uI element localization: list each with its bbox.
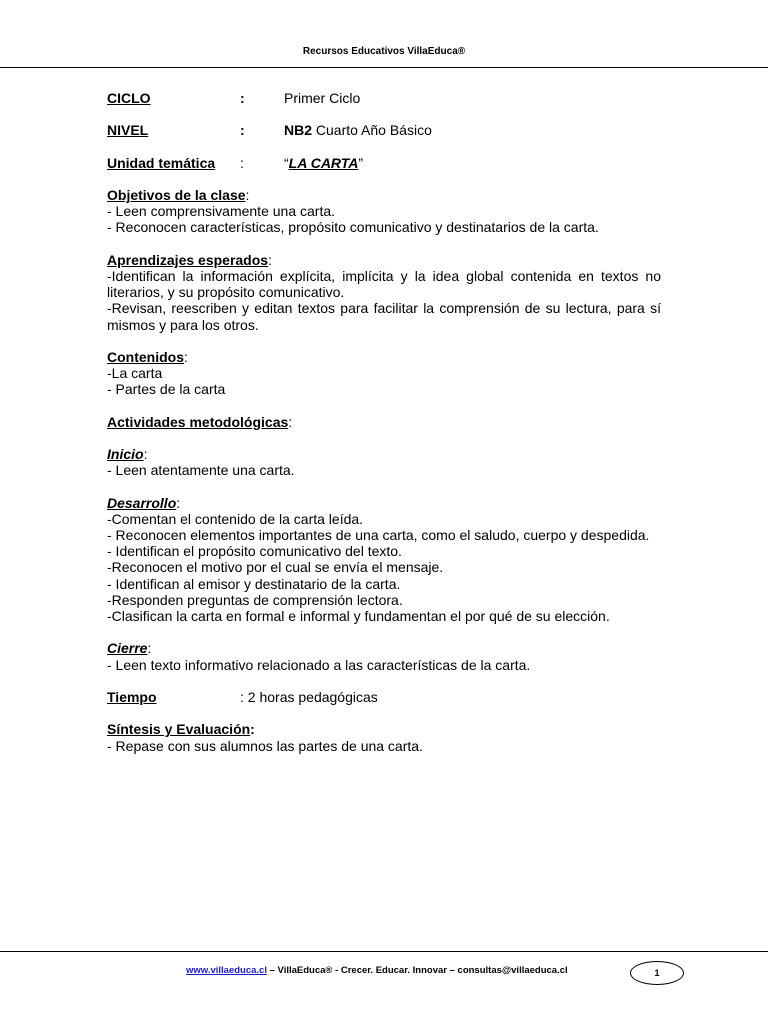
list-item: -Reconocen el motivo por el cual se envía el mensaje. [107,559,444,576]
info-value-ciclo: Primer Ciclo [284,90,361,106]
footer-text: – VillaEduca® - Crecer. Educar. Innovar – consultas@villaeduca.cl [266,965,568,976]
list-item: -La carta [107,365,163,382]
section-objetivos: Objetivos de la clase: - Leen comprensivamente una carta. - Reconocen características, propósito comunicativo y destinatarios de la carta. [107,187,661,236]
page-header-title: Recursos Educativos VillaEduca® [302,46,466,57]
list-item: -Responden preguntas de comprensión lectora. [107,591,403,608]
info-row-unidad [107,155,661,171]
info-colon: : [240,90,245,106]
info-key-unidad: Unidad temática [107,154,216,171]
header-divider [0,67,768,68]
list-item: - Leen comprensivamente una carta. [107,203,336,220]
section-title: Actividades metodológicas [107,413,289,430]
list-item: - Leen atentamente una carta. [107,462,295,479]
page-footer [186,965,568,976]
info-value-nivel: NB2 Cuarto Año Básico [284,122,432,139]
list-item: - Repase con sus alumnos las partes de una carta. [107,737,423,754]
list-item: - Identifican al emisor y destinatario de la carta. [107,575,401,592]
info-key-ciclo: CICLO [107,90,151,106]
info-row-ciclo [107,90,661,106]
info-value-unidad: “LA CARTA” [284,154,364,171]
section-inicio: Inicio: - Leen atentamente una carta. [107,446,661,478]
list-item: - Reconocen características, propósito comunicativo y destinatarios de la carta. [107,219,599,236]
list-item: - Reconocen elementos importantes de una carta, como el saludo, cuerpo y despedida. [107,527,650,544]
section-tiempo [107,689,661,705]
subsection-title: Inicio [107,446,144,463]
section-desarrollo: Desarrollo: -Comentan el contenido de la carta leída. - Reconocen elementos importantes de una carta, como el saludo, cuerpo y despedida. - Identifican el propósito comunicativo del texto. -Reconocen el motivo por el cual se envía el mensaje. - Identifican al emisor y destinatario de la carta. -Responden preguntas de comprensión lectora. -Clasifican la carta en formal e informal y fundamentan el por qué de su elección. [107,495,661,625]
list-item: - Leen texto informativo relacionado a las características de la carta. [107,656,531,673]
list-item: -Comentan el contenido de la carta leída. [107,510,364,527]
info-key-nivel: NIVEL [107,122,149,139]
section-actividades: Actividades metodológicas: [107,413,293,430]
list-item: - Partes de la carta [107,381,226,398]
list-item: -Revisan, reescriben y editan textos para facilitar la comprensión de su lectura, para sí mismos y para los otros. [107,300,661,333]
info-colon: : [240,154,244,171]
page-number: 1 [630,961,684,985]
list-item: -Identifican la información explícita, implícita y la idea global contenida en textos no literarios, y su propósito comunicativo. [107,267,661,301]
lesson-plan [107,90,661,754]
section-title: Objetivos de la clase [107,186,246,203]
subsection-title: Cierre [107,640,148,657]
subsection-title: Desarrollo [107,494,177,511]
section-sintesis: Síntesis y Evaluación: - Repase con sus alumnos las partes de una carta. [107,721,661,753]
section-aprendizajes: Aprendizajes esperados: -Identifican la información explícita, implícita y la idea global contenida en textos no literarios, y su propósito comunicativo. -Revisan, reescriben y editan textos para facilitar la comprensión de su lectura, para sí mismos y para los otros. [107,251,661,333]
section-cierre: Cierre: - Leen texto informativo relacionado a las características de la carta. [107,640,661,672]
section-title: Aprendizajes esperados [107,251,269,268]
footer-divider [0,951,768,952]
section-title: Síntesis y Evaluación [107,721,251,738]
list-item: -Clasifican la carta en formal e informal y fundamentan el por qué de su elección. [107,608,610,625]
info-colon: : [240,122,245,139]
info-row-nivel [107,122,661,138]
section-contenidos: Contenidos: -La carta - Partes de la carta [107,349,661,398]
tiempo-value: : 2 horas pedagógicas [240,689,378,706]
tiempo-label: Tiempo [107,689,157,706]
list-item: - Identifican el propósito comunicativo del texto. [107,543,402,560]
website-link[interactable]: www.villaeduca.cl [186,965,267,976]
section-title: Contenidos [107,348,184,365]
